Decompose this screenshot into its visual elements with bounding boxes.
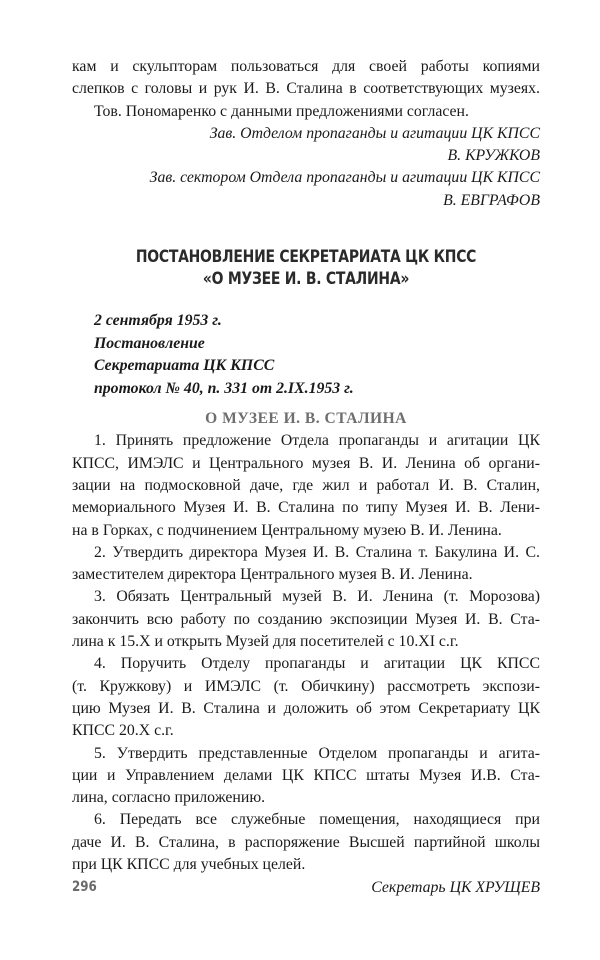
meta-body: Секретариата ЦК КПСС [94, 357, 275, 375]
text-line: 3. Обязать Центральный музей В. И. Ленина (т. Морозова) [94, 588, 540, 606]
text-line: слепков с головы и рук И. В. Сталина в соответствующих музеях. [72, 80, 540, 98]
page-number: 296 [72, 879, 97, 895]
signature-title: Зав. сектором Отдела пропаганды и агитации ЦК КПСС [149, 169, 540, 187]
text-line: закончить всю работу по созданию экспозиции Музея И. В. Ста- [72, 610, 540, 628]
intro-paragraph [72, 56, 540, 123]
text-line: зации на подмосковной даче, где жил и работал И. В. Сталин, [72, 476, 540, 494]
signature-name: В. ЕВГРАФОВ [443, 191, 540, 209]
text-line: 6. Передать все служебные помещения, находящиеся при [94, 811, 540, 829]
text-line: даче И. В. Сталина, в распоряжение Высшей партийной школы [72, 833, 540, 851]
resolution-subtitle: О МУЗЕЕ И. В. СТАЛИНА [205, 410, 407, 428]
text-line: заместителем директора Центрального музея В. И. Ленина. [72, 566, 473, 584]
text-line: мемориального Музея И. В. Сталина по типу Музея И. В. Лени- [72, 499, 540, 517]
heading-line: «О МУЗЕЕ И. В. СТАЛИНА» [202, 269, 410, 290]
meta-protocol: протокол № 40, п. 331 от 2.IX.1953 г. [94, 379, 354, 397]
signoff: Секретарь ЦК ХРУЩЕВ [371, 879, 540, 897]
text-line: Тов. Пономаренко с данными предложениями согласен. [94, 102, 469, 120]
text-line: КПСС, ИМЭЛС и Центрального музея В. И. Ленина об органи- [72, 454, 540, 472]
text-line: 5. Утвердить представленные Отделом пропаганды и агита- [94, 744, 540, 762]
text-line: ции и Управлением делами ЦК КПСС штаты Музея И.В. Ста- [72, 766, 540, 784]
text-line: цию Музея И. В. Сталина и доложить об этом Секретариату ЦК [72, 699, 540, 717]
signature-title: Зав. Отделом пропаганды и агитации ЦК КПСС [209, 124, 540, 142]
resolution-item [72, 743, 540, 810]
meta-date: 2 сентября 1953 г. [94, 312, 222, 330]
heading-line: ПОСТАНОВЛЕНИЕ СЕКРЕТАРИАТА ЦК КПСС [135, 247, 477, 268]
resolution-item [72, 809, 540, 876]
resolution-items [72, 430, 540, 876]
document-meta [94, 310, 540, 400]
resolution-item [72, 653, 540, 742]
page-content [72, 56, 540, 900]
text-line: 2. Утвердить директора Музея И. В. Сталина т. Бакулина И. С. [94, 543, 540, 561]
text-line: 4. Поручить Отделу пропаганды и агитации ЦК КПСС [94, 655, 540, 673]
document-heading [114, 246, 498, 290]
text-line: КПСС 20.X с.г. [72, 722, 174, 740]
text-line: при ЦК КПСС для учебных целей. [72, 856, 306, 874]
text-line: лина к 15.X и открыть Музей для посетителей с 10.XI с.г. [72, 633, 459, 651]
meta-type: Постановление [94, 334, 205, 352]
resolution-item [72, 542, 540, 587]
text-line: кам и скульпторам пользоваться для своей работы копиями [72, 58, 540, 75]
resolution-item [72, 586, 540, 653]
resolution-item [72, 430, 540, 541]
signatures-top [72, 123, 540, 212]
text-line: (т. Кружкову) и ИМЭЛС (т. Обичкину) рассмотреть экспози- [72, 677, 540, 695]
text-line: на в Горках, с подчинением Центральному музею В. И. Ленина. [72, 521, 502, 539]
signature-name: В. КРУЖКОВ [447, 147, 540, 165]
text-line: лина, согласно приложению. [72, 789, 266, 807]
text-line: 1. Принять предложение Отдела пропаганды и агитации ЦК [94, 432, 540, 450]
